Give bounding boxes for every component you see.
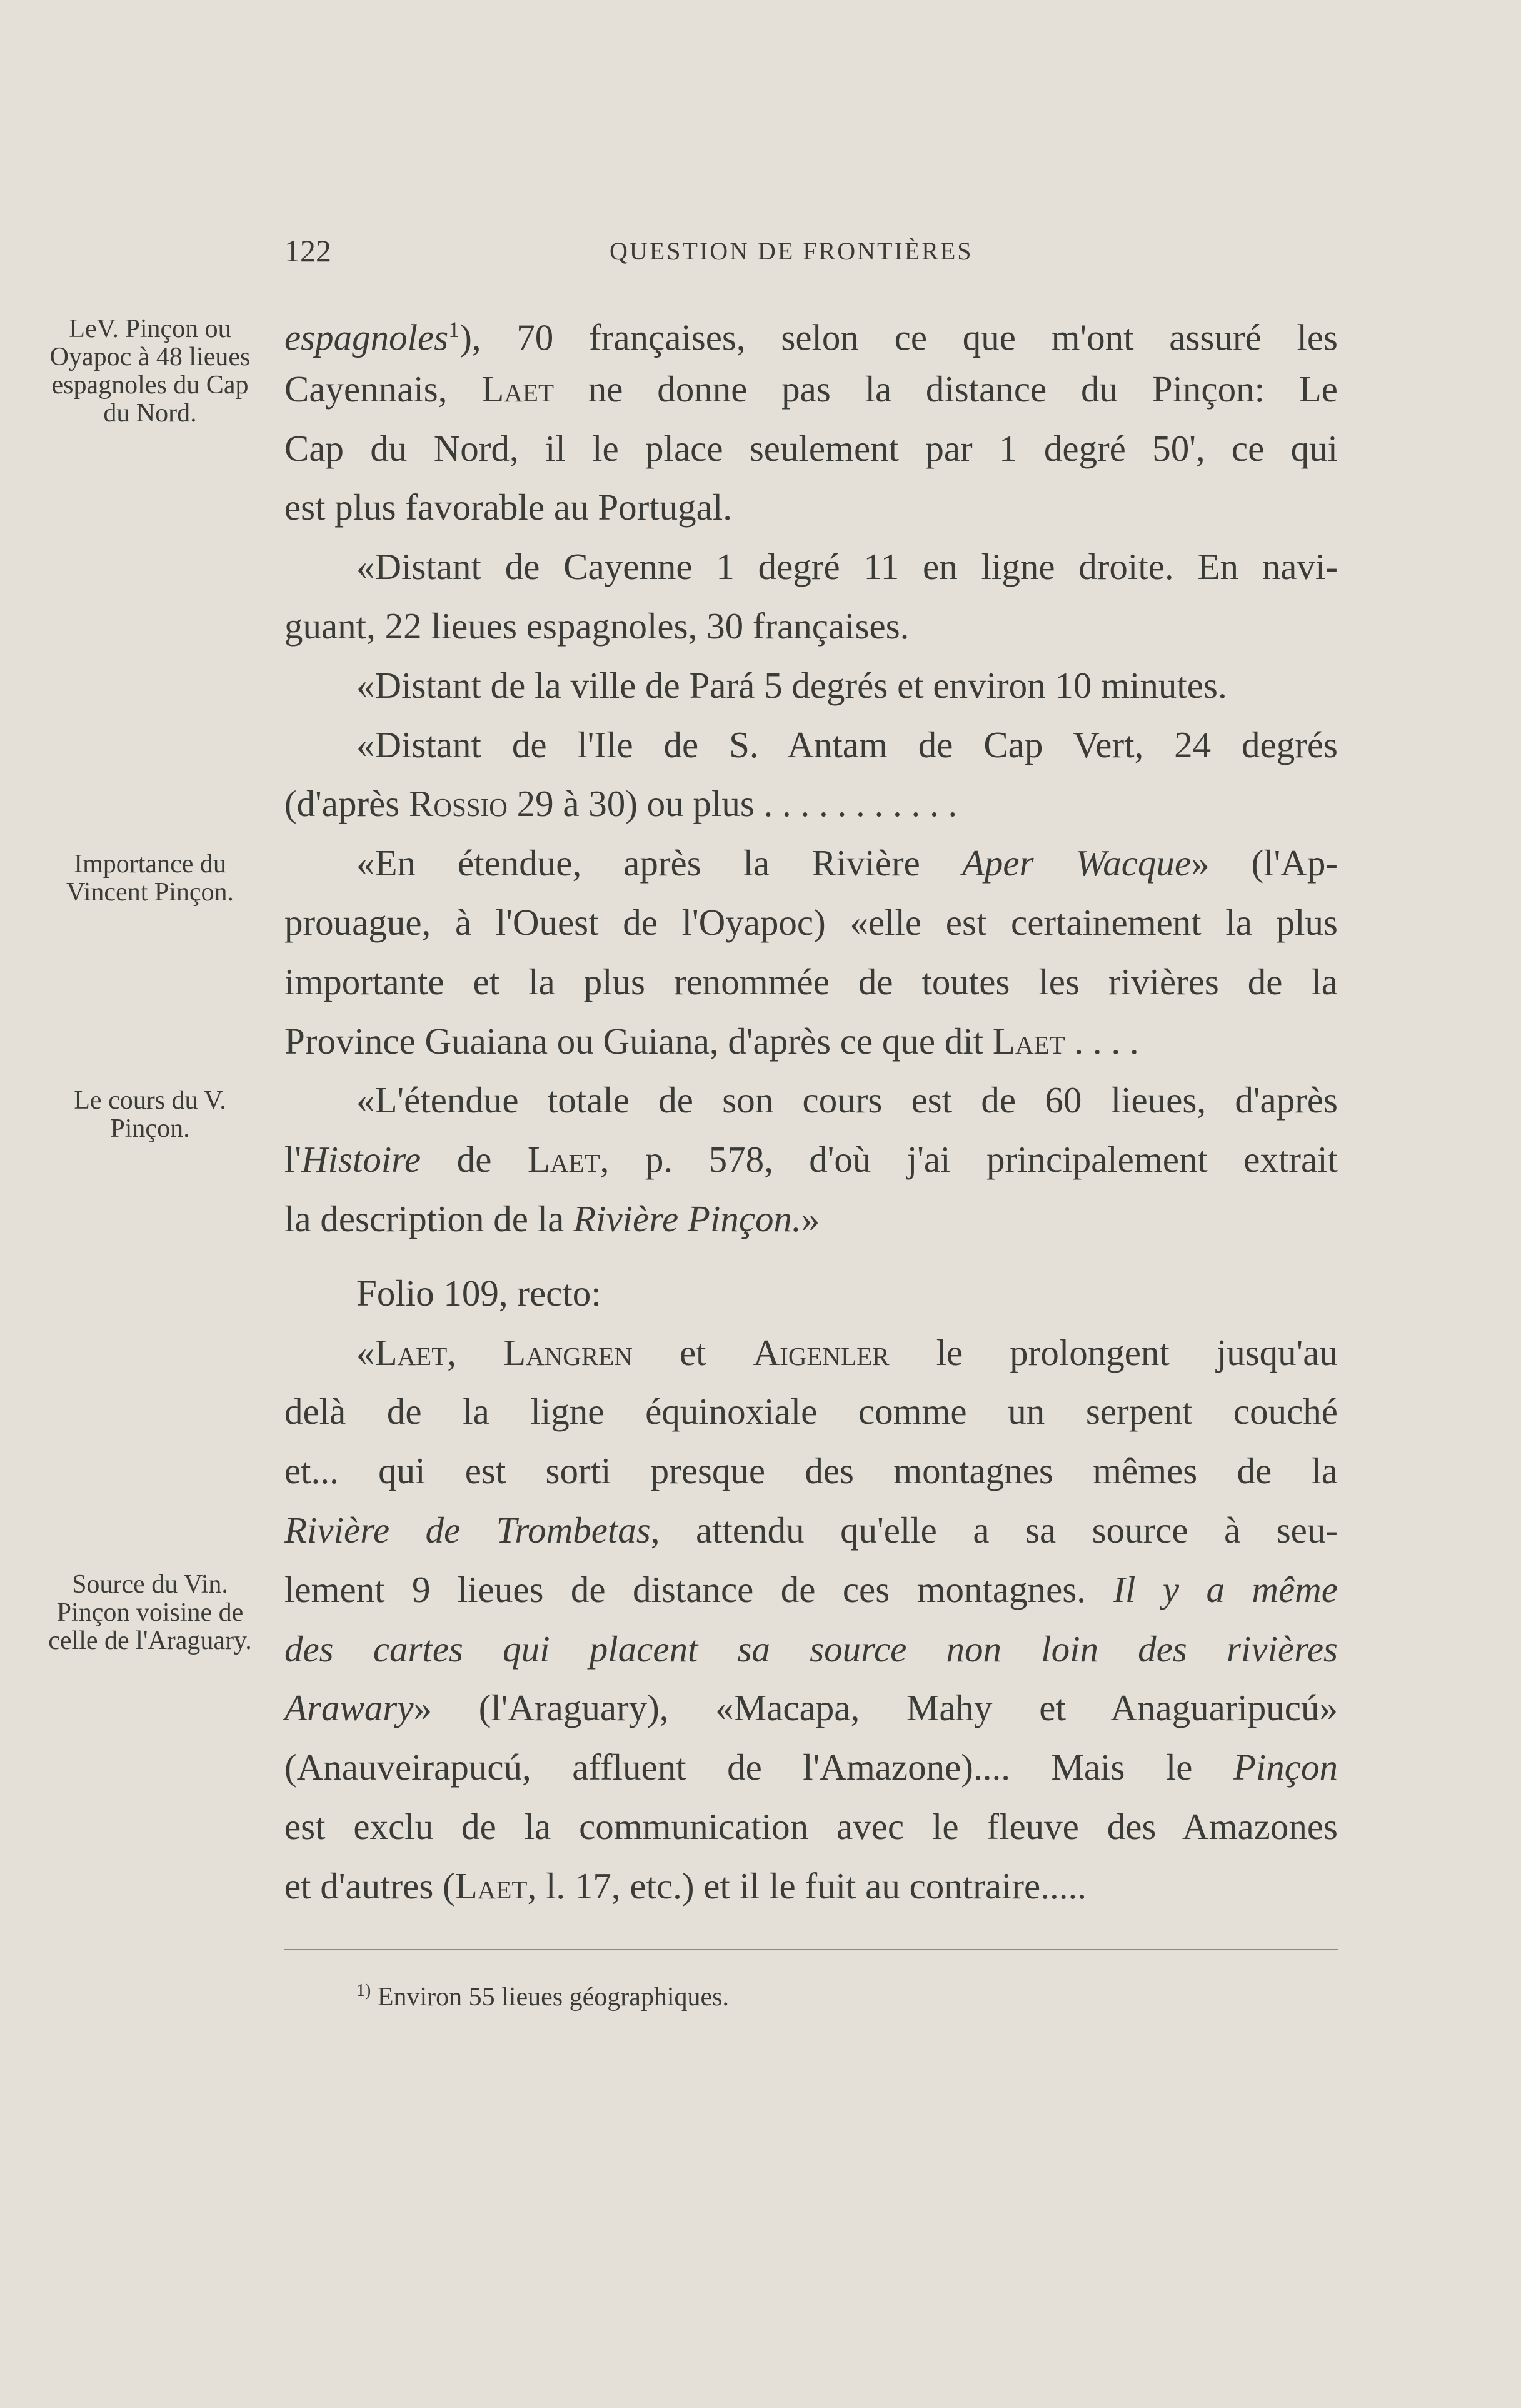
text-line: des cartes qui placent sa source non loin des rivières	[284, 1628, 1338, 1670]
text-line: Cap du Nord, il le place seulement par 1 degré 50', ce qui	[284, 427, 1338, 469]
text-line: (d'après Rossio 29 à 30) ou plus . . . . . . . . . . .	[284, 783, 958, 825]
paragraph	[284, 1264, 1338, 1323]
paragraph	[284, 300, 1338, 537]
paragraph	[284, 656, 1338, 715]
text-line: «Distant de la ville de Pará 5 degrés et environ 10 minutes.	[356, 664, 1227, 706]
paragraphs	[284, 300, 1338, 1916]
text-line: lement 9 lieues de distance de ces montagnes. Il y a même	[284, 1568, 1338, 1610]
text-line: est plus favorable au Portugal.	[284, 486, 733, 528]
text-line: delà de la ligne équinoxiale comme un serpent couché	[284, 1391, 1338, 1433]
footnote	[356, 1981, 729, 2012]
text-line: est exclu de la communication avec le fleuve des Amazones	[284, 1805, 1338, 1847]
margin-note-1: LeV. Pinçon ou Oyapoc à 48 lieues espagnoles du Cap du Nord.	[49, 315, 251, 428]
text-line: «Laet, Langren et Aigenler le prolongent jusqu'au	[356, 1331, 1338, 1373]
text-line: «L'étendue totale de son cours est de 60 lieues, d'après	[356, 1079, 1338, 1121]
paragraph	[284, 537, 1338, 656]
paragraph	[284, 1323, 1338, 1916]
footnote-marker: 1)	[356, 1981, 371, 2000]
text-line: importante et la plus renommée de toutes les rivières de la	[284, 960, 1338, 1002]
footnote-text: Environ 55 lieues géographiques.	[377, 1983, 730, 2012]
margin-note-4: Source du Vin. Pinçon voisine de celle de l'Araguary.	[48, 1570, 252, 1655]
text-line: et... qui est sorti presque des montagnes mêmes de la	[284, 1450, 1338, 1492]
text-line: Arawary» (l'Araguary), «Macapa, Mahy et Anaguaripucú»	[284, 1687, 1338, 1729]
margin-note-3: Le cours du V. Pinçon.	[74, 1086, 226, 1143]
text-line: et d'autres (Laet, l. 17, etc.) et il le fuit au contraire.....	[284, 1865, 1087, 1907]
text-line: prouague, à l'Ouest de l'Oyapoc) «elle est certainement la plus	[284, 901, 1338, 943]
text-line: Province Guaiana ou Guiana, d'après ce que dit Laet . . . .	[284, 1020, 1139, 1062]
footnote-rule	[284, 1949, 1338, 1950]
text-line: Folio 109, recto:	[356, 1272, 601, 1314]
text-line: Cayennais, Laet ne donne pas la distance du Pinçon: Le	[284, 368, 1338, 410]
text-line: Rivière de Trombetas, attendu qu'elle a sa source à seu-	[284, 1509, 1338, 1551]
text-line: «Distant de l'Ile de S. Antam de Cap Vert, 24 degrés	[356, 723, 1338, 765]
paragraph	[284, 834, 1338, 1071]
page-number: 122	[284, 233, 331, 268]
page-header	[284, 233, 1338, 276]
text-line: l'Histoire de Laet, p. 578, d'où j'ai principalement extrait	[284, 1139, 1338, 1181]
text-line: (Anauveirapucú, affluent de l'Amazone).... Mais le Pinçon	[284, 1746, 1338, 1788]
text-line: «En étendue, après la Rivière Aper Wacque» (l'Ap-	[356, 842, 1338, 884]
text-line: la description de la Rivière Pinçon.»	[284, 1197, 820, 1239]
text-line: guant, 22 lieues espagnoles, 30 françaises.	[284, 605, 910, 647]
main-text	[284, 300, 1338, 1916]
running-title: QUESTION DE FRONTIÈRES	[610, 237, 973, 265]
paragraph	[284, 715, 1338, 834]
text-line: espagnoles$^1$), 70 françaises, selon ce que m'ont assuré les	[284, 316, 1338, 358]
paragraph	[284, 1071, 1338, 1248]
text-line: «Distant de Cayenne 1 degré 11 en ligne droite. En navi-	[356, 546, 1338, 588]
margin-note-2: Importance du Vincent Pinçon.	[66, 850, 234, 907]
